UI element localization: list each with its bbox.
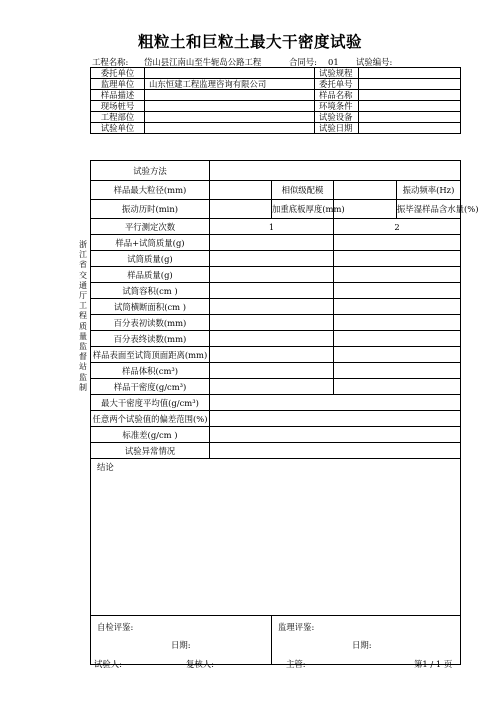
measure-label: 最大干密度平均值(g/cm³) [91, 395, 210, 411]
moisture-label: 振毕湿样品含水量(%) [397, 200, 461, 219]
parallel-label: 平行测定次数 [91, 219, 210, 235]
gradation-value [334, 181, 397, 200]
supervision-cell [272, 616, 461, 665]
measure-label: 试筒横断面积(cm ) [91, 299, 210, 315]
measure-value [334, 251, 461, 267]
info-label: 样品描述 [91, 90, 145, 101]
measure-value [210, 283, 334, 299]
measure-row [91, 427, 461, 443]
measure-label: 样品表面至试筒顶面距离(mm) [91, 347, 210, 363]
measure-value [334, 379, 461, 395]
method-value [210, 161, 461, 181]
conclusion-cell [91, 459, 461, 616]
info-label: 委托单位 [91, 68, 145, 79]
measure-value [334, 315, 461, 331]
measure-value [334, 235, 461, 251]
self-check-label: 自检评鉴: [97, 622, 134, 632]
info-value-right [359, 112, 461, 123]
info-value [145, 68, 315, 79]
info-label: 工程部位 [91, 112, 145, 123]
info-value-right [359, 68, 461, 79]
info-label: 监理单位 [91, 79, 145, 90]
measure-label: 样品质量(g) [91, 267, 210, 283]
measure-value [210, 363, 334, 379]
measure-label: 样品干密度(g/cm³) [91, 379, 210, 395]
info-label-right: 试验设备 [315, 112, 359, 123]
measure-value [210, 235, 334, 251]
measure-value [210, 347, 334, 363]
info-value-right [359, 90, 461, 101]
info-label: 试验单位 [91, 123, 145, 134]
page-title: 粗粒土和巨粒土最大干密度试验 [137, 32, 362, 51]
info-label-right: 样品名称 [315, 90, 359, 101]
info-value-right [359, 101, 461, 112]
info-row [91, 79, 461, 90]
max-size-value [210, 181, 272, 200]
info-row [91, 90, 461, 101]
measure-value [210, 251, 334, 267]
test-table [90, 160, 479, 665]
conclusion-label: 结论 [97, 462, 114, 472]
measure-row [91, 267, 461, 283]
measure-row [91, 315, 461, 331]
self-check-cell [91, 616, 272, 665]
measure-value [210, 299, 334, 315]
plate-thickness-label: 加重底板厚度(mm) [272, 200, 334, 219]
project-name: 岱山县江南山至牛轭岛公路工程 [144, 57, 262, 67]
info-value-right [359, 123, 461, 134]
measure-value [334, 299, 461, 315]
measure-value [210, 379, 334, 395]
measure-row [91, 283, 461, 299]
supervision-label: 监理评鉴: [278, 622, 315, 632]
measure-label: 试筒容积(cm ) [91, 283, 210, 299]
side-text: 浙江省交通厅工程质量监督站监制 [79, 240, 87, 392]
measure-value [334, 331, 461, 347]
measure-value [210, 395, 461, 411]
self-check-date: 日期: [171, 640, 191, 650]
measure-value [210, 331, 334, 347]
info-value: 山东恒建工程监理咨询有限公司 [145, 79, 315, 90]
tester-label: 试验人: [94, 659, 122, 669]
info-label-right: 试验规程 [315, 68, 359, 79]
measure-row [91, 379, 461, 395]
measure-label: 样品体积(cm³) [91, 363, 210, 379]
measure-value [210, 443, 461, 459]
info-row [91, 68, 461, 79]
info-label-right: 委托单号 [315, 79, 359, 90]
info-value [145, 90, 315, 101]
info-label: 现场桩号 [91, 101, 145, 112]
measure-label: 样品+试筒质量(g) [91, 235, 210, 251]
supervisor-label: 主管: [286, 659, 306, 669]
measure-row [91, 411, 461, 427]
measure-row [91, 363, 461, 379]
parallel-2: 2 [334, 219, 461, 235]
measure-value [334, 347, 461, 363]
measure-value [210, 267, 334, 283]
supervision-date: 日期: [352, 640, 372, 650]
measure-label: 百分表初读数(mm) [91, 315, 210, 331]
contract-number: 01 [328, 57, 339, 67]
measure-label: 试验异常情况 [91, 443, 210, 459]
measure-row [91, 251, 461, 267]
info-value [145, 123, 315, 134]
measure-row [91, 443, 461, 459]
measure-label: 百分表终读数(mm) [91, 331, 210, 347]
measure-row [91, 331, 461, 347]
info-table [90, 67, 461, 134]
measure-value [334, 363, 461, 379]
info-label-right: 试验日期 [315, 123, 359, 134]
frequency-label: 振动频率(Hz) [397, 181, 461, 200]
max-size-label: 样品最大粒径(mm) [91, 181, 210, 200]
info-value-right [359, 79, 461, 90]
reviewer-label: 复核人: [186, 659, 214, 669]
info-row [91, 123, 461, 134]
parallel-1: 1 [210, 219, 334, 235]
measure-value [334, 267, 461, 283]
contract-label: 合同号: [289, 57, 317, 67]
measure-value [210, 315, 334, 331]
project-label: 工程名称: [92, 57, 129, 67]
duration-value [210, 200, 272, 219]
measure-row [91, 347, 461, 363]
info-row [91, 101, 461, 112]
measure-label: 任意两个试验值的偏差范围(%) [91, 411, 210, 427]
measure-label: 试筒质量(g) [91, 251, 210, 267]
measure-label: 标准差(g/cm ) [91, 427, 210, 443]
info-label-right: 环境条件 [315, 101, 359, 112]
duration-label: 振动历时(min) [91, 200, 210, 219]
measure-value [210, 411, 461, 427]
measure-value [334, 283, 461, 299]
info-value [145, 112, 315, 123]
gradation-label: 相似级配模 [272, 181, 334, 200]
method-label: 试验方法 [91, 161, 210, 181]
page-number: 第1 / 1 页 [414, 659, 453, 669]
measure-value [210, 427, 461, 443]
measure-row [91, 299, 461, 315]
measure-row [91, 395, 461, 411]
measure-row [91, 235, 461, 251]
info-value [145, 101, 315, 112]
test-number-label: 试验编号: [356, 57, 393, 67]
info-row [91, 112, 461, 123]
